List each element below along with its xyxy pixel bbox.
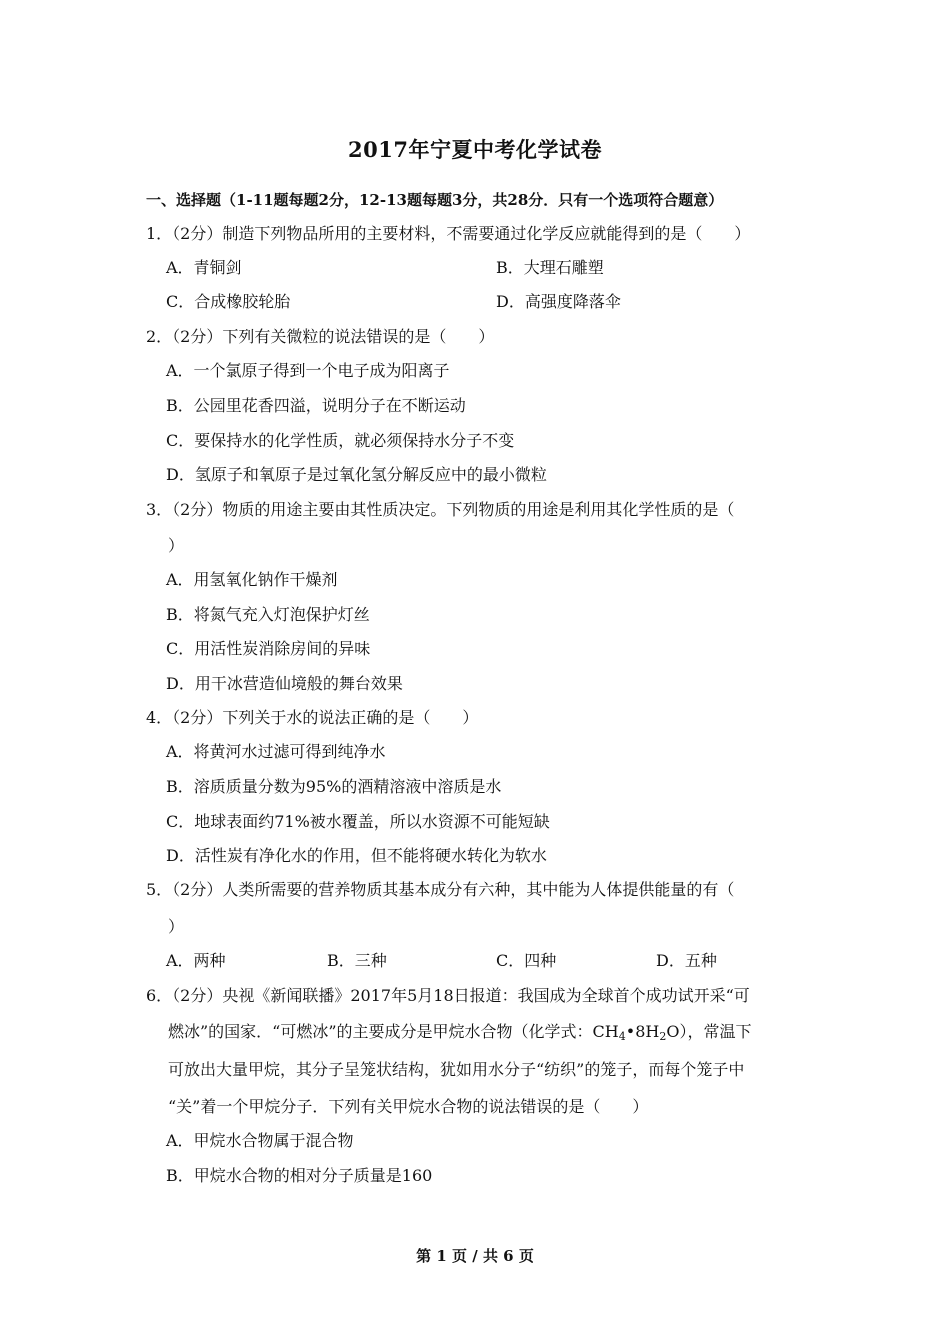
question-1-option-a: A．青铜剑 bbox=[166, 258, 242, 277]
question-3-stem: 3．（2分）物质的用途主要由其性质决定。下列物质的用途是利用其化学性质的是（ bbox=[146, 500, 735, 519]
formula-ch: CH bbox=[592, 1022, 619, 1041]
question-6-stem-line-2-text: 燃冰”的国家．“可燃冰”的主要成分是甲烷水合物（化学式： bbox=[168, 1022, 593, 1041]
question-3-option-d: D．用干冰营造仙境般的舞台效果 bbox=[166, 674, 403, 693]
question-5-option-c: C．四种 bbox=[496, 951, 557, 970]
question-2-option-b: B．公园里花香四溢，说明分子在不断运动 bbox=[166, 396, 466, 415]
question-3-stem-continued: ） bbox=[168, 536, 185, 555]
question-5-option-b: B．三种 bbox=[327, 951, 387, 970]
question-2-option-d: D．氢原子和氧原子是过氧化氢分解反应中的最小微粒 bbox=[166, 465, 547, 484]
page-title: 2017年宁夏中考化学试卷 bbox=[348, 137, 602, 162]
question-5-option-d: D．五种 bbox=[656, 951, 717, 970]
question-6-option-a: A．甲烷水合物属于混合物 bbox=[166, 1131, 354, 1150]
question-2-option-c: C．要保持水的化学性质，就必须保持水分子不变 bbox=[166, 431, 515, 450]
question-3-option-a: A．用氢氧化钠作干燥剂 bbox=[166, 570, 338, 589]
question-1-stem: 1．（2分）制造下列物品所用的主要材料，不需要通过化学反应就能得到的是（ ） bbox=[146, 224, 751, 243]
question-5-stem-continued: ） bbox=[168, 917, 185, 936]
question-1-option-c: C．合成橡胶轮胎 bbox=[166, 292, 291, 311]
question-5-stem: 5．（2分）人类所需要的营养物质其基本成分有六种，其中能为人体提供能量的有（ bbox=[146, 880, 735, 899]
question-4-option-d: D．活性炭有净化水的作用，但不能将硬水转化为软水 bbox=[166, 846, 547, 865]
section-heading: 一、选择题（1-11题每题2分，12-13题每题3分，共28分．只有一个选项符合题意） bbox=[146, 191, 724, 209]
formula-8h: •8H bbox=[625, 1022, 660, 1041]
question-3-option-b: B．将氮气充入灯泡保护灯丝 bbox=[166, 605, 370, 624]
question-6-option-b: B．甲烷水合物的相对分子质量是160 bbox=[166, 1166, 433, 1185]
question-4-option-a: A．将黄河水过滤可得到纯净水 bbox=[166, 742, 386, 761]
question-4-option-b: B．溶质质量分数为95%的酒精溶液中溶质是水 bbox=[166, 777, 502, 796]
question-1-option-d: D．高强度降落伞 bbox=[496, 292, 621, 311]
question-5-option-a: A．两种 bbox=[166, 951, 226, 970]
formula-o: O） bbox=[666, 1022, 688, 1041]
page-footer: 第 1 页 / 共 6 页 bbox=[416, 1247, 534, 1265]
formula-tail: ，常温下 bbox=[687, 1022, 752, 1041]
formula-subscript-2: 2 bbox=[659, 1030, 667, 1043]
question-1-option-b: B．大理石雕塑 bbox=[496, 258, 604, 277]
question-6-stem-line-1: 6．（2分）央视《新闻联播》2017年5月18日报道：我国成为全球首个成功试开采“可 bbox=[146, 986, 750, 1005]
question-2-option-a: A．一个氯原子得到一个电子成为阳离子 bbox=[166, 361, 450, 380]
formula-subscript-4: 4 bbox=[618, 1030, 626, 1043]
question-4-option-c: C．地球表面约71%被水覆盖，所以水资源不可能短缺 bbox=[166, 812, 550, 831]
question-4-stem: 4．（2分）下列关于水的说法正确的是（ ） bbox=[146, 708, 479, 727]
question-6-stem-line-3: 可放出大量甲烷，其分子呈笼状结构，犹如用水分子“纺织”的笼子，而每个笼子中 bbox=[168, 1060, 745, 1079]
question-6-stem-line-2 bbox=[168, 1022, 751, 1042]
question-2-stem: 2．（2分）下列有关微粒的说法错误的是（ ） bbox=[146, 327, 495, 346]
question-3-option-c: C．用活性炭消除房间的异味 bbox=[166, 639, 371, 658]
question-6-stem-line-4: “关”着一个甲烷分子．下列有关甲烷水合物的说法错误的是（ ） bbox=[168, 1097, 649, 1116]
